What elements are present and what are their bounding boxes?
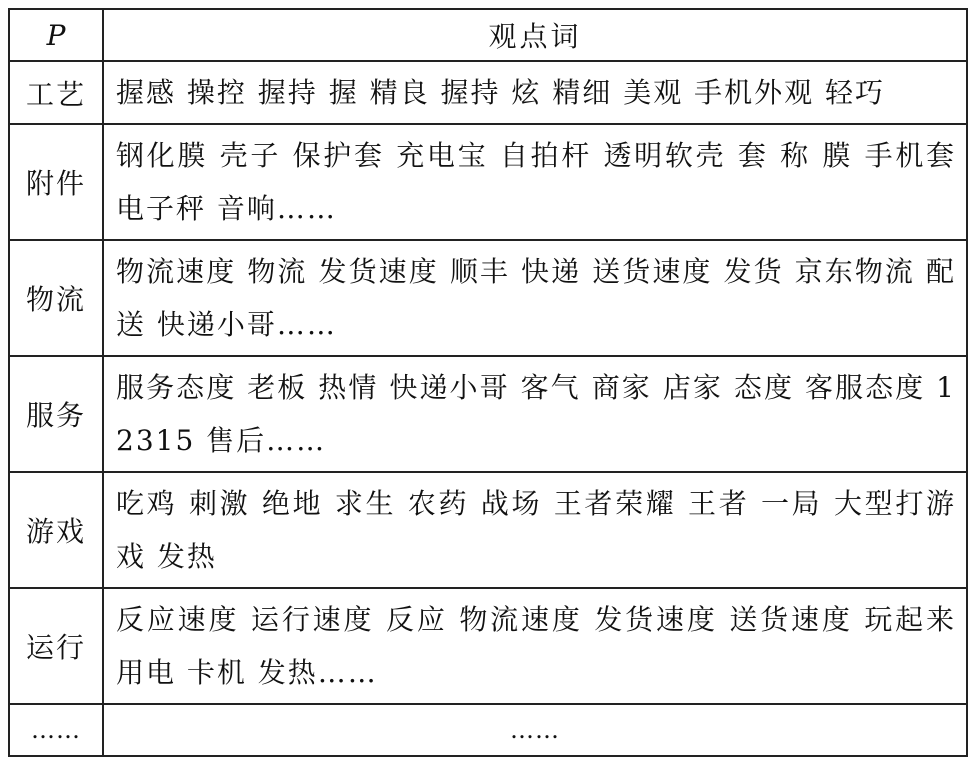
ellipsis-cell: …… (9, 704, 103, 756)
opinion-words-cell: 吃鸡 刺激 绝地 求生 农药 战场 王者荣耀 王者 一局 大型打游戏 发热 (103, 472, 967, 588)
category-cell: 物流 (9, 240, 103, 356)
table-row (9, 124, 967, 240)
opinion-words-cell: 握感 操控 握持 握 精良 握持 炫 精细 美观 手机外观 轻巧 (103, 61, 967, 124)
table-row (9, 472, 967, 588)
category-cell: 游戏 (9, 472, 103, 588)
table-header-row (9, 9, 967, 61)
header-p-cell: P (9, 9, 103, 61)
header-opinion-words-cell: 观点词 (103, 9, 967, 61)
opinion-words-cell: 反应速度 运行速度 反应 物流速度 发货速度 送货速度 玩起来 用电 卡机 发热…… (103, 588, 967, 704)
table-row (9, 240, 967, 356)
opinion-word-table (8, 8, 968, 757)
opinion-words-cell: 服务态度 老板 热情 快递小哥 客气 商家 店家 态度 客服态度 12315 售后…… (103, 356, 967, 472)
category-cell: 运行 (9, 588, 103, 704)
table-row (9, 61, 967, 124)
table-row-ellipsis (9, 704, 967, 756)
table-row (9, 588, 967, 704)
category-cell: 工艺 (9, 61, 103, 124)
opinion-words-cell: 物流速度 物流 发货速度 顺丰 快递 送货速度 发货 京东物流 配送 快递小哥…… (103, 240, 967, 356)
opinion-word-table-container (8, 8, 966, 744)
table-row (9, 356, 967, 472)
opinion-words-cell: 钢化膜 壳子 保护套 充电宝 自拍杆 透明软壳 套 称 膜 手机套 电子秤 音响…… (103, 124, 967, 240)
category-cell: 服务 (9, 356, 103, 472)
category-cell: 附件 (9, 124, 103, 240)
ellipsis-cell: …… (103, 704, 967, 756)
